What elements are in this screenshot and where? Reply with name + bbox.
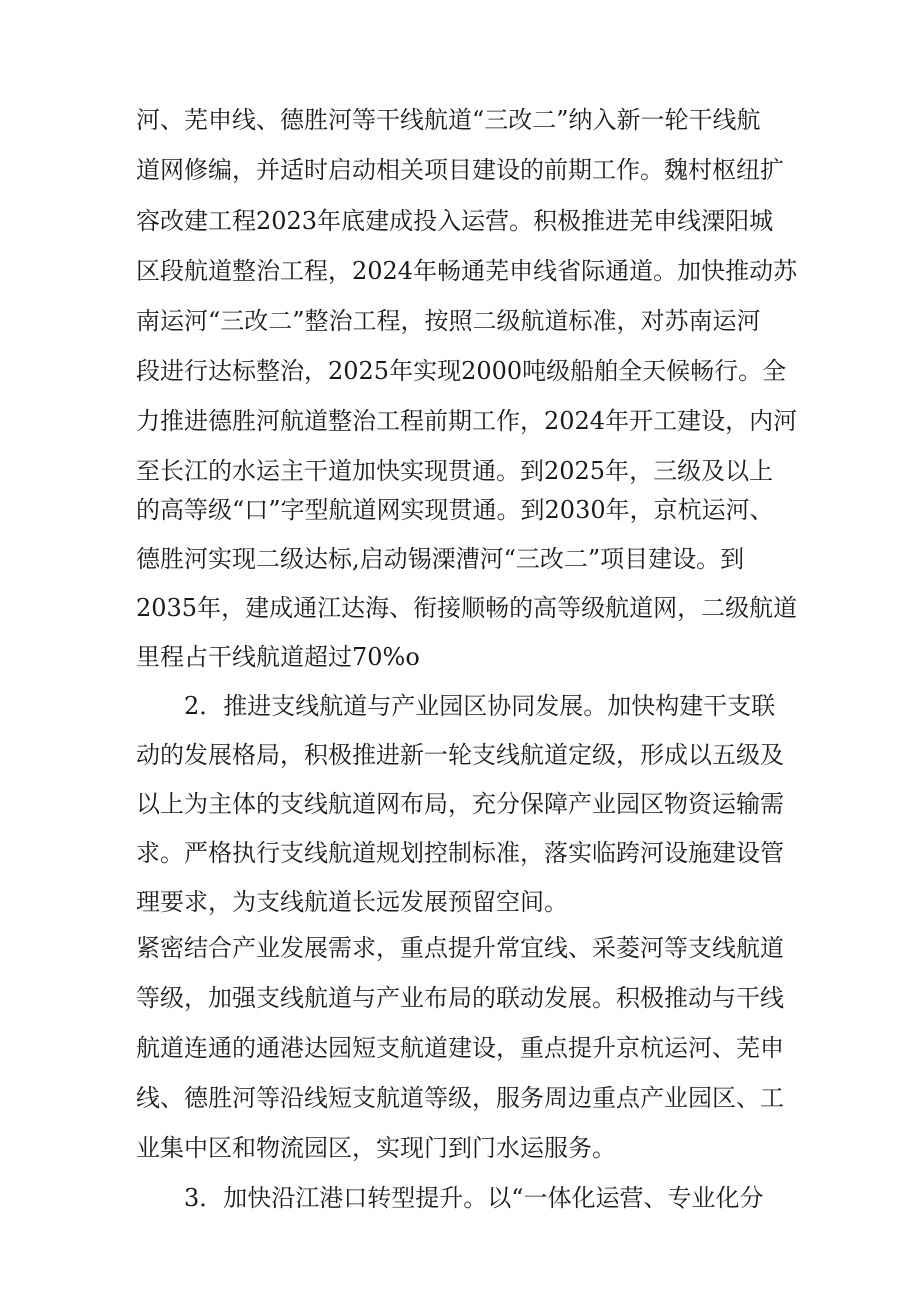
text-line: 理要求，为支线航道长远发展预留空间。 xyxy=(136,888,568,916)
text-line: 以上为主体的支线航道网布局，充分保障产业园区物资运输需 xyxy=(136,790,784,818)
text-line: 河、芜申线、德胜河等干线航道“三改二”纳入新一轮干线航 xyxy=(136,106,761,134)
text-line: 段进行达标整治，2025年实现2000吨级船舶全天候畅行。全 xyxy=(136,357,787,385)
text-line: 容改建工程2023年底建成投入运营。积极推进芜申线溧阳城 xyxy=(136,207,774,235)
text-line: 南运河“三改二”整治工程，按照二级航道标准，对苏南运河 xyxy=(136,307,761,335)
text-line: 动的发展格局，积极推进新一轮支线航道定级，形成以五级及 xyxy=(136,741,784,769)
text-line: 德胜河实现二级达标,启动锡溧漕河“三改二”项目建设。到 xyxy=(136,545,745,573)
text-line: 的高等级“口”字型航道网实现贯通。到2030年，京杭运河、 xyxy=(136,496,774,524)
text-line: 里程占干线航道超过70%o xyxy=(136,643,420,671)
text-line: 2035年，建成通江达海、衔接顺畅的高等级航道网，二级航道 xyxy=(136,594,798,622)
text-line: 航道连通的通港达园短支航道建设，重点提升京杭运河、芜申 xyxy=(136,1034,784,1062)
text-line: 至长江的水运主干道加快实现贯通。到2025年，三级及以上 xyxy=(136,457,774,485)
text-line: 道网修编，并适时启动相关项目建设的前期工作。魏村枢纽扩 xyxy=(136,156,784,184)
paragraph-unindented-line: 紧密结合产业发展需求，重点提升常宜线、采菱河等支线航道 xyxy=(136,934,784,962)
text-line: 力推进德胜河航道整治工程前期工作，2024年开工建设，内河 xyxy=(136,407,798,435)
text-line: 区段航道整治工程，2024年畅通芜申线省际通道。加快推动苏 xyxy=(136,257,798,285)
paragraph-2-heading-line: 2．推进支线航道与产业园区协同发展。加快构建干支联 xyxy=(184,692,776,720)
text-line: 求。严格执行支线航道规划控制标准，落实临跨河设施建设管 xyxy=(136,839,784,867)
text-line: 等级，加强支线航道与产业布局的联动发展。积极推动与干线 xyxy=(136,984,784,1012)
paragraph-3-heading-line: 3．加快沿江港口转型提升。以“一体化运营、专业化分 xyxy=(184,1184,764,1212)
text-line: 线、德胜河等沿线短支航道等级，服务周边重点产业园区、工 xyxy=(136,1084,784,1112)
text-line: 业集中区和物流园区，实现门到门水运服务。 xyxy=(136,1134,616,1162)
